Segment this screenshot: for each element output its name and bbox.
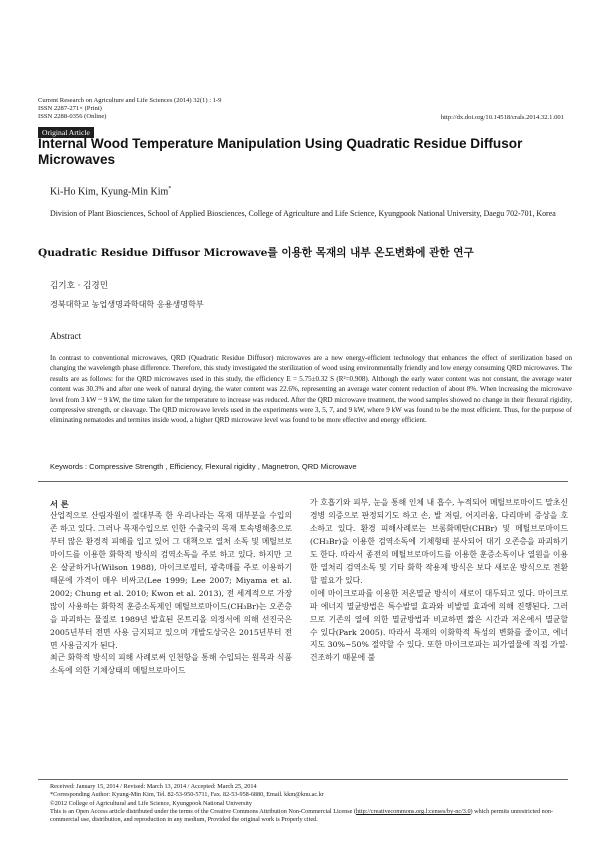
body-column-left: [50, 510, 292, 678]
corresponding-mark: *: [168, 186, 172, 192]
issn-print: ISSN 2287-271× (Print): [38, 105, 102, 113]
journal-citation: Current Research on Agriculture and Life Sciences (2014) 32(1) : 1-9: [38, 97, 222, 104]
body-paragraph: 이에 마이크로파를 이용한 저온멸균 방식이 새로이 대두되고 있다. 마이크로파 에너지 멸균방법은 특수발열 효과와 비발열 효과에 의해 진행된다. 그러므로 기존의 열에 의한 멸균방법과 비교하면 짧은 시간과 저온에서 멸균할 수 있다(Park 2005). 따라서 목재의 이화학적 특성의 변화를 줄이고, 에너지도 30%~50% 절약할 수 있다. 또한 마이크로파는 피가열물에 직접 가열·건조하기 때문에 불: [310, 588, 568, 663]
copyright-notice: ©2012 College of Agricultural and Life Science, Kyungpook National University: [50, 799, 252, 807]
section-heading-introduction: 서 론: [50, 499, 69, 509]
abstract-text: In contrast to conventional microwaves, QRD (Quadratic Residue Diffusor) microwaves are a new energy-efficient technology that enhances the effect of sterilization based on changing the wavelength phase difference. Therefore, this study investigated the sterilization of wood using environmentally friendly and low energy consuming QRD microwaves. The results are as follows: for the QRD microwaves used in this study, the efficiency E = 5.75±0.32 S (R²=0.908). Although the early water content was not constant, the average water content was 30.3% and after one week of natural drying, the water content was 22.6%, representing an average water content reduction of about 8%. When increasing the microwave level from 3 kW ~ 9 kW, the time taken for the temperature to increase was reduced. After the QRD microwave treatment, the wood samples showed no change in their flexural rigidity, compressive strength, or cleavage. The QRD microwave levels used in the experiments were 3, 5, 7, and 9 kW, where 9 kW was found to be the most efficient. Thus, for the purpose of eliminating nematodes and termites inside wood, a higher QRD microwave level was found to be more effective and energy efficient.: [50, 354, 572, 425]
license-text-post: ) which permits unrestricted non-commercial use, distribution, and reproduction in any medium, Provided the original work is Properly cited.: [50, 807, 554, 824]
korean-affiliation: 경북대학교 농업생명과학대학 응용생명학부: [50, 299, 204, 309]
received-dates: Received: January 15, 2014 / Revised: March 13, 2014 / Accepted: March 25, 2014: [50, 783, 257, 790]
body-column-right: [310, 497, 568, 665]
doi-link[interactable]: http://dx.doi.org/10.14518/crals.2014.32.1.001: [440, 113, 564, 121]
footer-notes: [50, 783, 572, 824]
section-divider: [38, 481, 568, 482]
issn-online: ISSN 2288-0356 (Online): [38, 113, 107, 121]
corresponding-author: *Corresponding Author: Kyung-Min Kim, Tel. 82-53-950-5711, Fax. 82-53-958-6880, Email. kkm@knu.ac.kr: [50, 791, 324, 799]
abstract-heading: Abstract: [50, 331, 82, 341]
article-title: Internal Wood Temperature Manipulation Using Quadratic Residue Diffusor Microwaves: [38, 136, 523, 167]
body-paragraph: 산업적으로 산림자원이 절대부족 한 우리나라는 목재 대부분을 수입의존 하고 있다. 그러나 목재수입으로 인한 수출국의 목재 토속병해충으로부터 많은 환경적 피해를 입고 있어 그 대책으로 열처 소독 및 메틸브로마이드를 이용한 화학적 방식의 검역소독을 주로 하고 있다. 하지만 고온 살균하거나(Wilson 1988), 마이크로필터, 광촉매를 주로 이용하기 때문에 가격이 매우 비싸고(Lee 1999; Lee 2007; Miyama et al. 2002; Chung et al. 2010; Kwon et al. 2013), 전 세계적으로 가장 많이 사용하는 화학적 훈증소독제인 메틸브로마이드(CH₃Br)는 오존층을 파괴하는 물질로 1989년 발효된 몬트리올 의정서에 의해 선진국은 2005년부터 전면 사용 금지되고 있으며 개발도상국은 2015년부터 전면 사용금지가 된다.: [50, 511, 292, 650]
license-link[interactable]: http://creativecommons.org.l:censes/by-nc/3.0: [356, 807, 471, 815]
license-notice: [50, 808, 572, 825]
license-text-pre: This is an Open Access article distributed under the terms of the Creative Commons Attribution Non-Commercial License (: [50, 807, 357, 815]
footer-divider: [38, 779, 568, 780]
author-names: Ki-Ho Kim, Kyung-Min Kim: [50, 186, 169, 198]
author-affiliation: Division of Plant Biosciences, School of Applied Biosciences, College of Agriculture and Life Science, Kyungpook National University, Daegu 702-701, Korea: [50, 209, 556, 218]
keywords: Keywords : Compressive Strength , Efficiency, Flexural rigidity , Magnetron, QRD Microwave: [50, 462, 357, 471]
journal-header: [38, 97, 298, 122]
author-list: [50, 186, 171, 197]
body-paragraph: 최근 화학적 방식의 피해 사례로써 인천항을 통해 수입되는 원목과 식품소독에 의한 기체상태의 메틸브로마이드: [50, 653, 292, 676]
body-paragraph: 가 호흡기와 피부, 눈을 통해 인체 내 흡수, 누적되어 메틸브로마이드 말초신경병 의증으로 판정되기도 하고 손, 발 저림, 어지러움, 다리마비 증상을 호소하고 있다. 환경 피해사례로는 브롬화메탄(CHBr) 및 메틸브로마이드(CH₃Br)을 이용한 검역소독에 기체형태 분사되어 대기 오존층을 파괴하기도 한다. 따라서 종전의 메틸브로마이드를 이용한 훈증소독이나 열원을 이용한 열처리 검역소독 및 기타 화학 작용제 방식은 보다 새로운 방식으로 전환할 필요가 있다.: [310, 498, 568, 585]
article-type-badge: Original Article: [38, 127, 94, 138]
korean-title: Quadratic Residue Diffusor Microwave를 이용한 목재의 내부 온도변화에 관한 연구: [38, 247, 474, 259]
korean-authors: 김기호 · 김경민: [50, 281, 109, 291]
